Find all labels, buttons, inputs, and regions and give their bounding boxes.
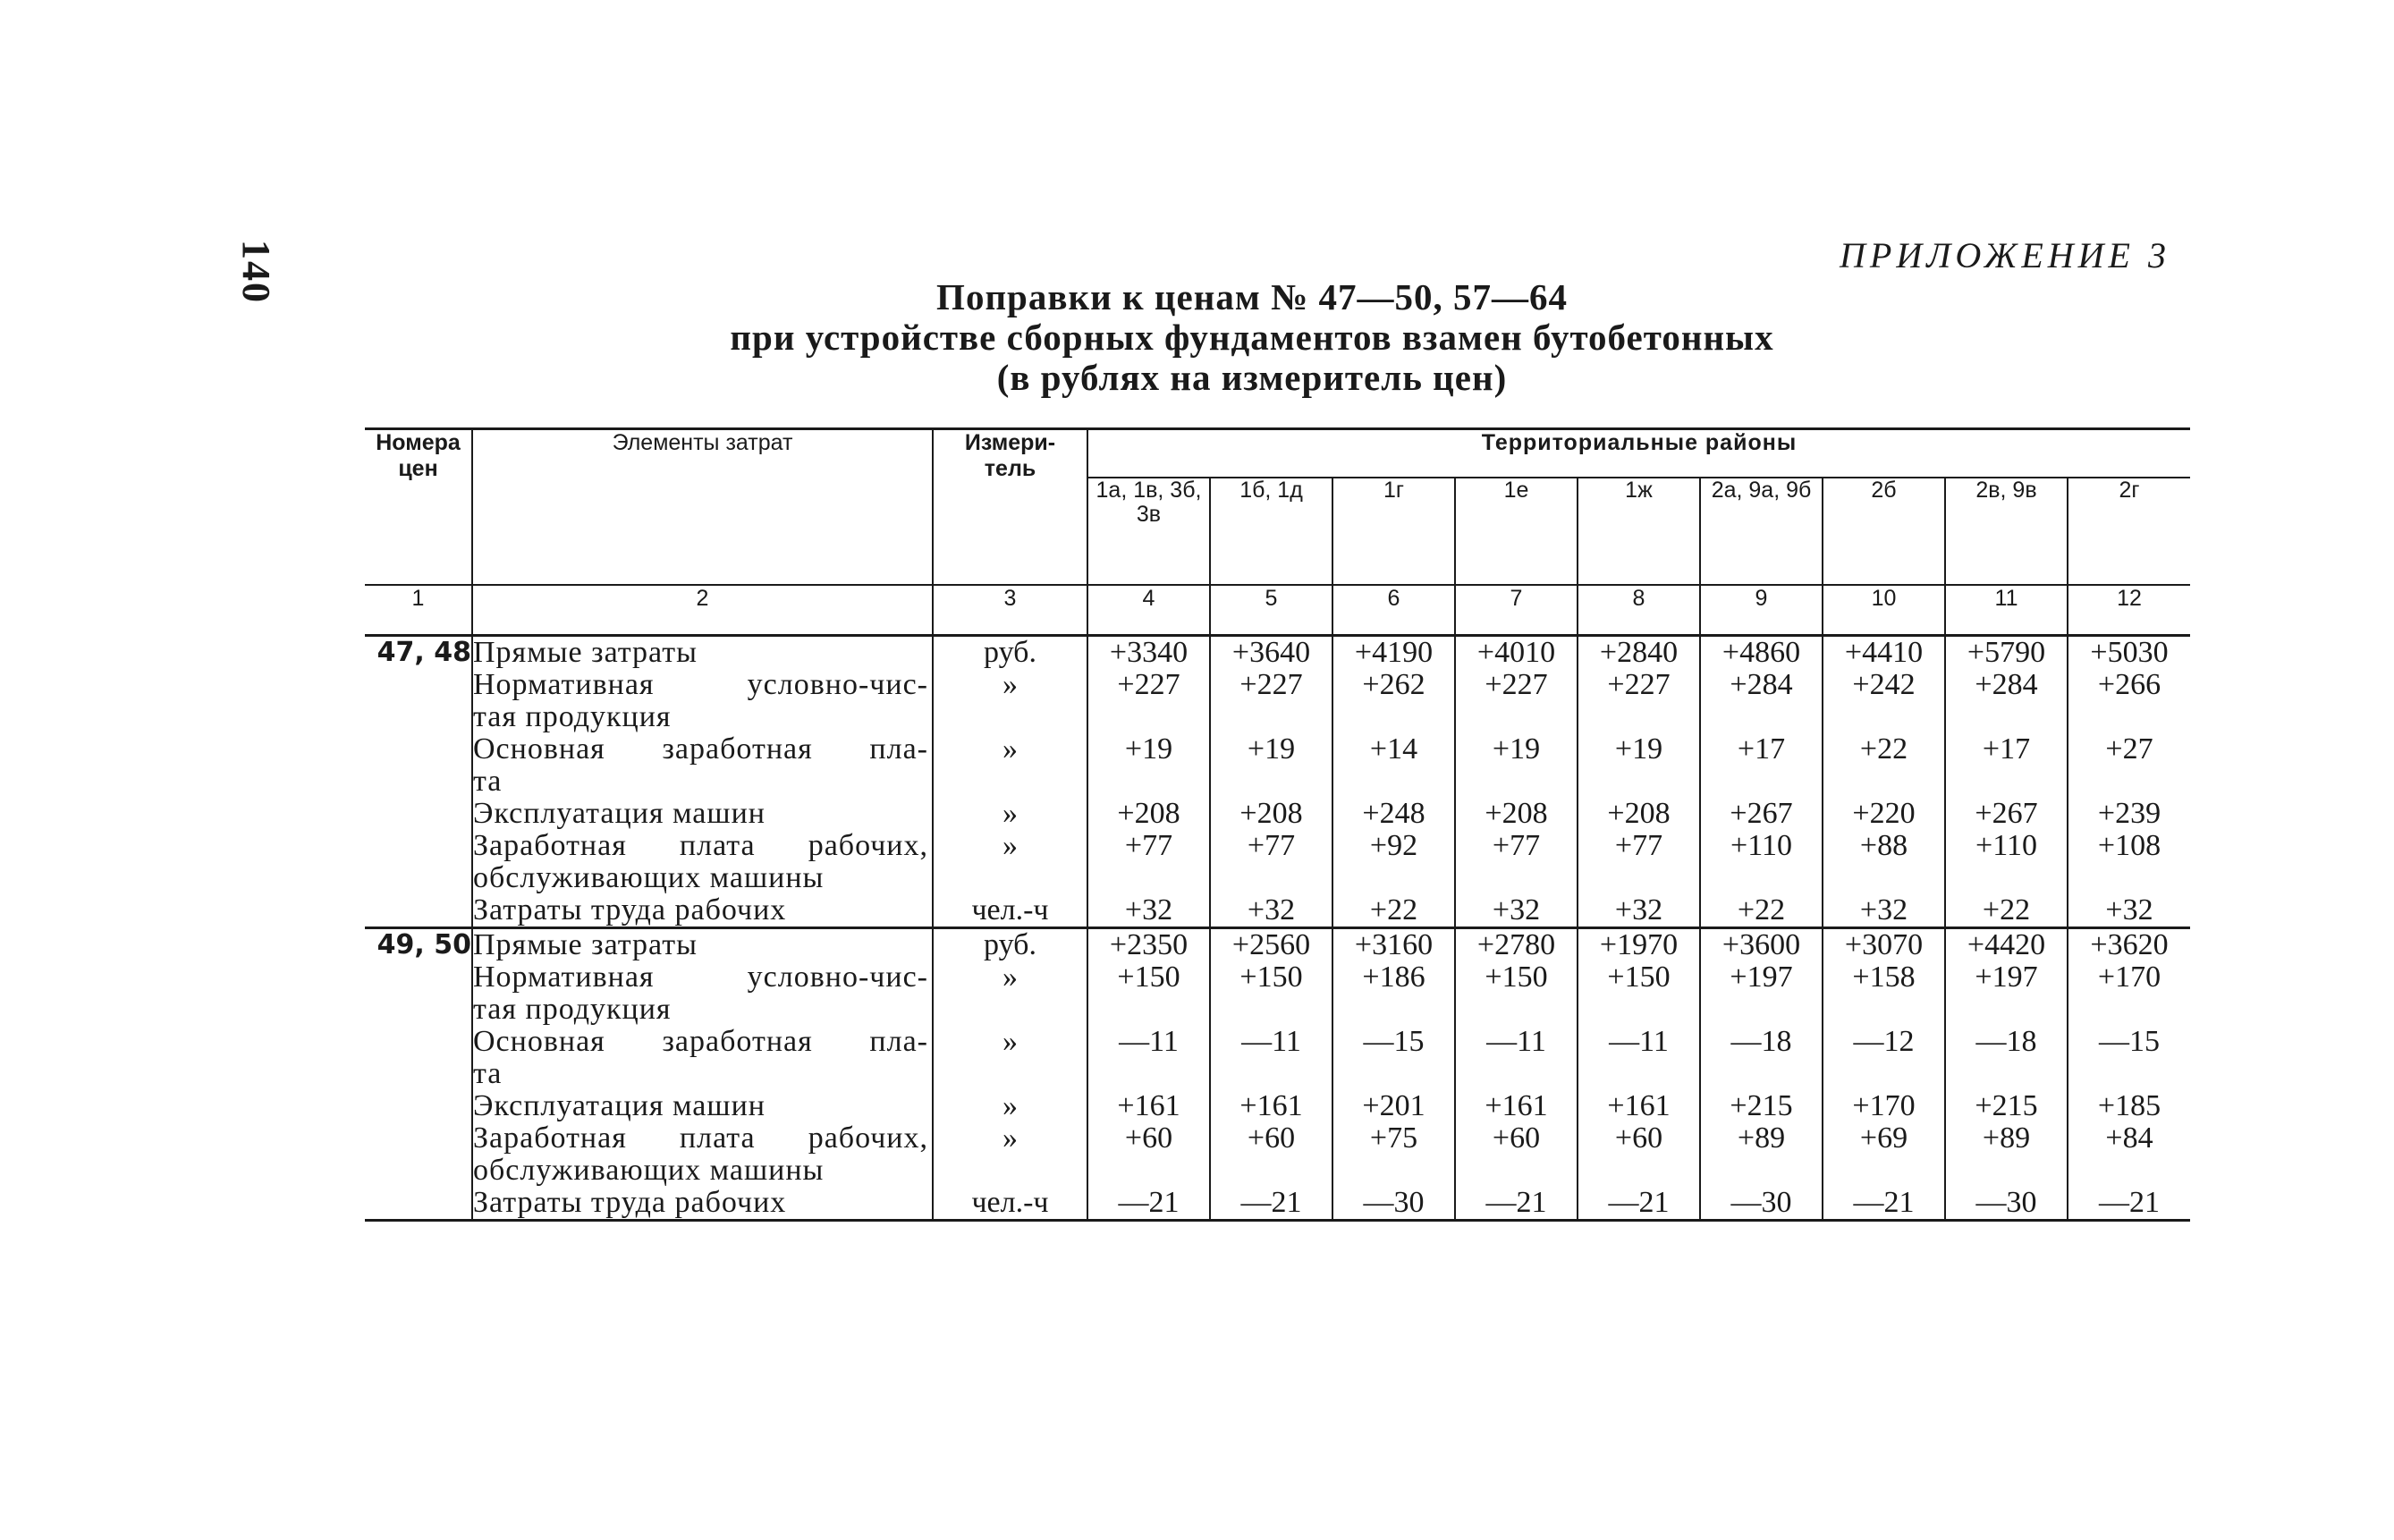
value-cell: +3160	[1332, 928, 1455, 962]
unit-cell: »	[933, 1026, 1087, 1090]
cost-element-line: Нормативная условно-чис-	[473, 668, 928, 701]
value-cell: +32	[1578, 894, 1700, 928]
value-cell: +284	[1945, 669, 2068, 733]
value-cell: —30	[1332, 1187, 1455, 1221]
value-cell: +110	[1945, 830, 2068, 894]
header-region-6: 2а, 9а, 9б	[1700, 478, 1823, 585]
header-region-5: 1ж	[1578, 478, 1700, 585]
value-cell: +69	[1823, 1122, 1945, 1187]
value-cell: +208	[1455, 798, 1578, 830]
header-price-numbers: Номера цен	[365, 429, 472, 586]
value-cell: +208	[1210, 798, 1332, 830]
value-cell: +220	[1823, 798, 1945, 830]
value-cell: +92	[1332, 830, 1455, 894]
value-cell: —21	[1087, 1187, 1210, 1221]
value-cell: +267	[1945, 798, 2068, 830]
value-cell: +89	[1945, 1122, 2068, 1187]
cost-element-line: тая продукция	[473, 993, 672, 1026]
cost-element-cell	[472, 669, 933, 733]
column-number-12: 12	[2068, 585, 2190, 636]
price-numbers-cell: 47, 48	[376, 637, 471, 668]
value-cell: +60	[1087, 1122, 1210, 1187]
value-cell: —18	[1945, 1026, 2068, 1090]
table-row	[365, 1026, 2190, 1090]
value-cell: +5030	[2068, 636, 2190, 670]
price-numbers-cell	[365, 1090, 472, 1122]
value-cell: +161	[1087, 1090, 1210, 1122]
value-cell: +242	[1823, 669, 1945, 733]
page-number: 140	[234, 240, 278, 304]
value-cell: +32	[1455, 894, 1578, 928]
value-cell: +284	[1700, 669, 1823, 733]
column-number-9: 9	[1700, 585, 1823, 636]
value-cell: —15	[1332, 1026, 1455, 1090]
unit-cell: »	[933, 1090, 1087, 1122]
value-cell: +60	[1210, 1122, 1332, 1187]
table-row	[365, 894, 2190, 928]
column-number-row	[365, 585, 2190, 636]
price-numbers-cell	[365, 733, 472, 798]
price-numbers-cell	[365, 1122, 472, 1187]
value-cell: +4410	[1823, 636, 1945, 670]
value-cell: —15	[2068, 1026, 2190, 1090]
cost-element-line: тая продукция	[473, 700, 672, 733]
value-cell: +170	[1823, 1090, 1945, 1122]
value-cell: +22	[1332, 894, 1455, 928]
value-cell: +4420	[1945, 928, 2068, 962]
value-cell: +3070	[1823, 928, 1945, 962]
value-cell: +19	[1087, 733, 1210, 798]
value-cell: +239	[2068, 798, 2190, 830]
value-cell: +248	[1332, 798, 1455, 830]
value-cell: +197	[1945, 961, 2068, 1026]
table-row	[365, 928, 2190, 962]
value-cell: —11	[1087, 1026, 1210, 1090]
value-cell: +227	[1087, 669, 1210, 733]
value-cell: +161	[1578, 1090, 1700, 1122]
value-cell: +84	[2068, 1122, 2190, 1187]
value-cell: +201	[1332, 1090, 1455, 1122]
table-row	[365, 733, 2190, 798]
value-cell: +185	[2068, 1090, 2190, 1122]
value-cell: +60	[1578, 1122, 1700, 1187]
value-cell: +262	[1332, 669, 1455, 733]
price-numbers-cell	[365, 1187, 472, 1221]
column-number-4: 4	[1087, 585, 1210, 636]
table-row	[365, 1122, 2190, 1187]
cost-element-line: Основная заработная пла-	[473, 1025, 928, 1058]
column-number-11: 11	[1945, 585, 2068, 636]
value-cell: +2840	[1578, 636, 1700, 670]
table-row	[365, 1090, 2190, 1122]
value-cell: —11	[1455, 1026, 1578, 1090]
column-number-5: 5	[1210, 585, 1332, 636]
column-number-2: 2	[472, 585, 933, 636]
table-row	[365, 636, 2190, 670]
value-cell: +22	[1823, 733, 1945, 798]
value-cell: —12	[1823, 1026, 1945, 1090]
value-cell: —21	[2068, 1187, 2190, 1221]
header-region-9: 2г	[2068, 478, 2190, 585]
value-cell: +5790	[1945, 636, 2068, 670]
value-cell: +150	[1455, 961, 1578, 1026]
value-cell: +14	[1332, 733, 1455, 798]
table-row	[365, 961, 2190, 1026]
column-number-6: 6	[1332, 585, 1455, 636]
cost-element-cell	[472, 733, 933, 798]
cost-element-cell	[472, 894, 933, 928]
value-cell: +161	[1455, 1090, 1578, 1122]
header-territorial-regions: Территориальные районы	[1087, 429, 2190, 478]
value-cell: +208	[1578, 798, 1700, 830]
unit-cell: руб.	[933, 928, 1087, 962]
cost-element-line: Заработная плата рабочих,	[473, 829, 928, 862]
value-cell: +75	[1332, 1122, 1455, 1187]
value-cell: +2350	[1087, 928, 1210, 962]
value-cell: +27	[2068, 733, 2190, 798]
cost-element-cell	[472, 798, 933, 830]
value-cell: +19	[1578, 733, 1700, 798]
value-cell: +77	[1210, 830, 1332, 894]
value-cell: —18	[1700, 1026, 1823, 1090]
unit-cell: »	[933, 669, 1087, 733]
value-cell: +32	[1087, 894, 1210, 928]
value-cell: +267	[1700, 798, 1823, 830]
document-title	[626, 277, 1878, 398]
cost-element-cell	[472, 1026, 933, 1090]
cost-element-line: Затраты труда рабочих	[473, 1186, 787, 1219]
value-cell: +89	[1700, 1122, 1823, 1187]
value-cell: +150	[1210, 961, 1332, 1026]
header-row-territory	[365, 429, 2190, 478]
title-line-1: Поправки к ценам № 47—50, 57—64	[936, 276, 1568, 317]
cost-element-line: Эксплуатация машин	[473, 797, 766, 830]
cost-element-cell	[472, 961, 933, 1026]
column-number-1: 1	[365, 585, 472, 636]
value-cell: +3640	[1210, 636, 1332, 670]
header-region-4: 1е	[1455, 478, 1578, 585]
value-cell: +110	[1700, 830, 1823, 894]
value-cell: —21	[1455, 1187, 1578, 1221]
value-cell: +208	[1087, 798, 1210, 830]
value-cell: +32	[2068, 894, 2190, 928]
cost-element-line: Затраты труда рабочих	[473, 893, 787, 927]
value-cell: +4860	[1700, 636, 1823, 670]
column-number-10: 10	[1823, 585, 1945, 636]
table-row	[365, 669, 2190, 733]
value-cell: +88	[1823, 830, 1945, 894]
value-cell: +215	[1700, 1090, 1823, 1122]
column-number-8: 8	[1578, 585, 1700, 636]
cost-element-cell	[472, 636, 933, 670]
value-cell: +32	[1823, 894, 1945, 928]
value-cell: +3600	[1700, 928, 1823, 962]
cost-element-line: та	[473, 1057, 503, 1090]
value-cell: +4190	[1332, 636, 1455, 670]
table-row	[365, 1187, 2190, 1221]
cost-element-line: обслуживающих машины	[473, 1154, 825, 1187]
cost-element-cell	[472, 1090, 933, 1122]
unit-cell: »	[933, 830, 1087, 894]
value-cell: +3620	[2068, 928, 2190, 962]
cost-element-line: Заработная плата рабочих,	[473, 1121, 928, 1155]
value-cell: +77	[1578, 830, 1700, 894]
value-cell: —30	[1700, 1187, 1823, 1221]
cost-element-line: Прямые затраты	[473, 928, 698, 961]
value-cell: +19	[1455, 733, 1578, 798]
unit-cell: »	[933, 733, 1087, 798]
value-cell: +227	[1210, 669, 1332, 733]
price-numbers-cell: 49, 50	[376, 929, 471, 960]
value-cell: +3340	[1087, 636, 1210, 670]
header-region-3: 1г	[1332, 478, 1455, 585]
cost-element-cell	[472, 1122, 933, 1187]
unit-cell: чел.-ч	[933, 894, 1087, 928]
title-line-2: при устройстве сборных фундаментов взамен бутобетонных	[730, 317, 1774, 358]
cost-element-cell	[472, 830, 933, 894]
price-corrections-table	[365, 427, 2190, 1222]
column-number-7: 7	[1455, 585, 1578, 636]
value-cell: +227	[1578, 669, 1700, 733]
value-cell: +60	[1455, 1122, 1578, 1187]
price-numbers-cell	[365, 830, 472, 894]
cost-element-line: Прямые затраты	[473, 636, 698, 669]
value-cell: +158	[1823, 961, 1945, 1026]
unit-cell: »	[933, 1122, 1087, 1187]
cost-element-line: обслуживающих машины	[473, 861, 825, 894]
cost-element-line: Нормативная условно-чис-	[473, 960, 928, 994]
value-cell: +215	[1945, 1090, 2068, 1122]
value-cell: +1970	[1578, 928, 1700, 962]
unit-cell: чел.-ч	[933, 1187, 1087, 1221]
cost-element-cell	[472, 1187, 933, 1221]
value-cell: +150	[1087, 961, 1210, 1026]
column-number-3: 3	[933, 585, 1087, 636]
appendix-label: ПРИЛОЖЕНИЕ 3	[1840, 235, 2170, 275]
value-cell: +22	[1700, 894, 1823, 928]
value-cell: +150	[1578, 961, 1700, 1026]
value-cell: +2780	[1455, 928, 1578, 962]
price-numbers-cell	[365, 798, 472, 830]
header-region-1: 1а, 1в, 3б, 3в	[1087, 478, 1210, 585]
header-cost-elements: Элементы затрат	[472, 429, 933, 586]
unit-cell: руб.	[933, 636, 1087, 670]
value-cell: —21	[1823, 1187, 1945, 1221]
value-cell: +17	[1700, 733, 1823, 798]
value-cell: +170	[2068, 961, 2190, 1026]
cost-element-cell	[472, 928, 933, 962]
table-row	[365, 798, 2190, 830]
cost-element-line: Эксплуатация машин	[473, 1089, 766, 1122]
value-cell: +17	[1945, 733, 2068, 798]
table-row	[365, 830, 2190, 894]
value-cell: —30	[1945, 1187, 2068, 1221]
value-cell: +197	[1700, 961, 1823, 1026]
value-cell: +186	[1332, 961, 1455, 1026]
value-cell: +77	[1087, 830, 1210, 894]
value-cell: +32	[1210, 894, 1332, 928]
cost-element-line: Основная заработная пла-	[473, 732, 928, 766]
value-cell: —11	[1210, 1026, 1332, 1090]
price-numbers-cell	[365, 669, 472, 733]
value-cell: +77	[1455, 830, 1578, 894]
price-numbers-cell	[365, 961, 472, 1026]
value-cell: +22	[1945, 894, 2068, 928]
cost-element-line: та	[473, 765, 503, 798]
title-line-3: (в рублях на измеритель цен)	[996, 357, 1508, 398]
value-cell: +19	[1210, 733, 1332, 798]
unit-cell: »	[933, 798, 1087, 830]
header-unit: Измери-тель	[933, 429, 1087, 586]
unit-cell: »	[933, 961, 1087, 1026]
value-cell: —21	[1578, 1187, 1700, 1221]
value-cell: +108	[2068, 830, 2190, 894]
value-cell: +161	[1210, 1090, 1332, 1122]
value-cell: +4010	[1455, 636, 1578, 670]
header-region-2: 1б, 1д	[1210, 478, 1332, 585]
value-cell: +266	[2068, 669, 2190, 733]
price-numbers-cell	[365, 1026, 472, 1090]
value-cell: +227	[1455, 669, 1578, 733]
value-cell: +2560	[1210, 928, 1332, 962]
value-cell: —11	[1578, 1026, 1700, 1090]
value-cell: —21	[1210, 1187, 1332, 1221]
header-region-7: 2б	[1823, 478, 1945, 585]
price-numbers-cell	[365, 894, 472, 928]
header-region-8: 2в, 9в	[1945, 478, 2068, 585]
